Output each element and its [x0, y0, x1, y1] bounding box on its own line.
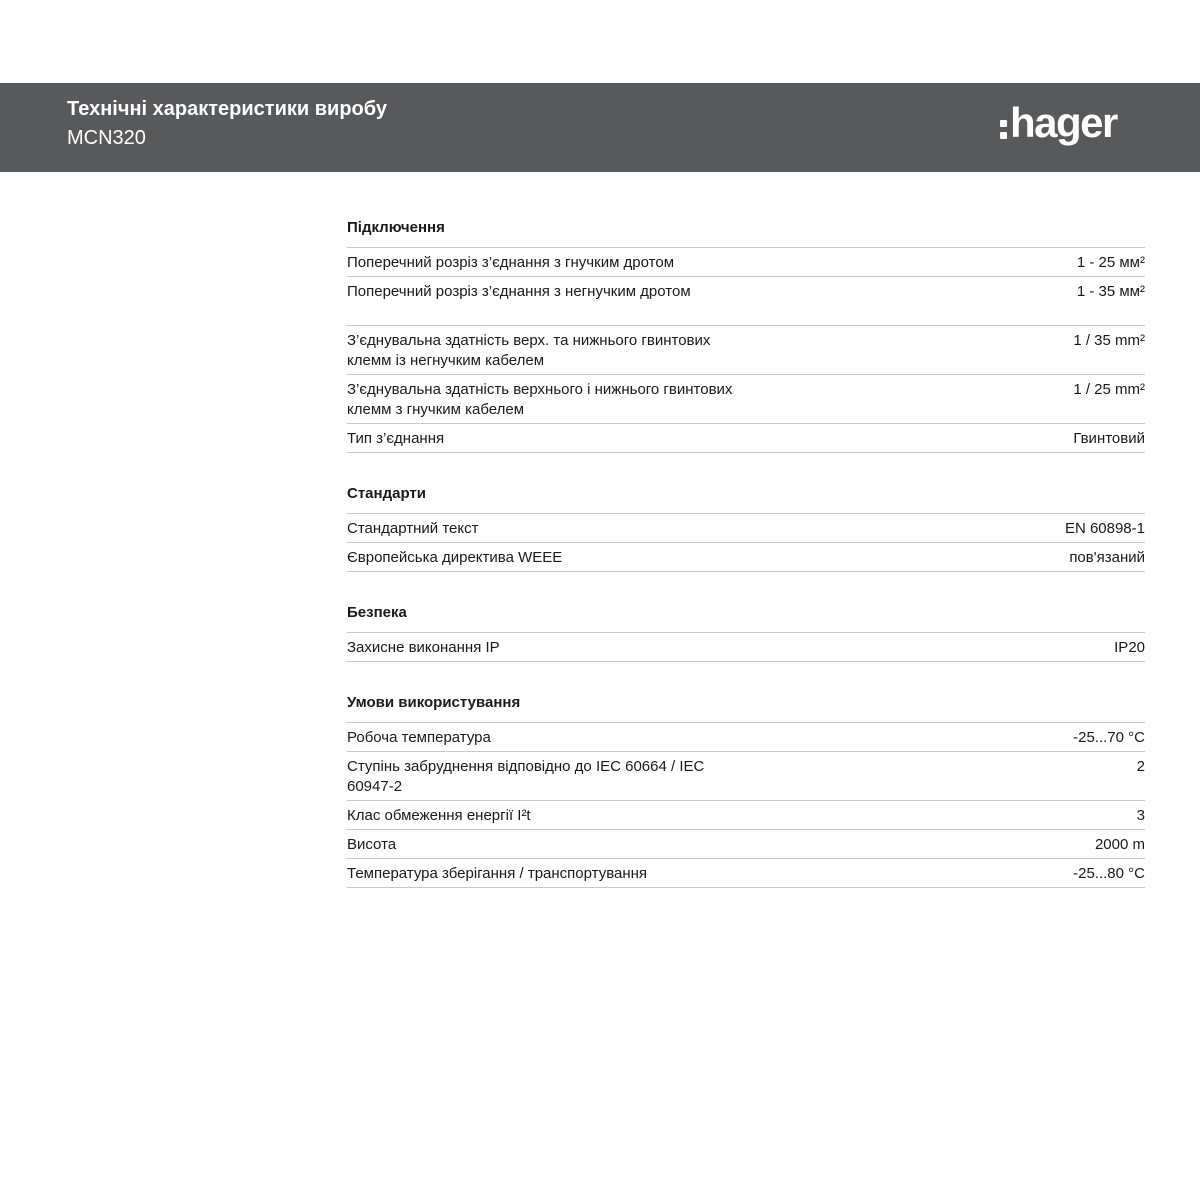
spec-label: Тип з’єднання	[347, 430, 445, 447]
spec-label: Європейська директива WEEE	[347, 549, 563, 566]
spec-row	[347, 633, 1145, 662]
product-code: MCN320	[67, 127, 146, 149]
spec-row	[347, 248, 1145, 277]
spec-label: Клас обмеження енергії I²t	[347, 807, 531, 824]
section-title: Умови використування	[347, 689, 1145, 723]
logo-wordmark: hager	[1010, 99, 1117, 146]
spec-content	[347, 214, 1145, 888]
spec-value: 3	[1136, 807, 1145, 824]
spec-value: -25...80 °C	[1073, 865, 1145, 882]
section-connection	[347, 214, 1145, 453]
spec-value: 1 - 35 мм²	[1076, 283, 1145, 300]
section-safety	[347, 599, 1145, 662]
spec-row	[347, 326, 1145, 375]
brand-logo	[998, 99, 1138, 150]
spec-row	[347, 543, 1145, 572]
spec-value: пов'язаний	[1069, 549, 1145, 566]
spec-label: З’єднувальна здатність верхнього і нижнього гвинтових клемм з гнучким кабелем	[347, 381, 733, 418]
spec-label: Поперечний розріз з’єднання з негнучким дротом	[347, 283, 691, 300]
spec-value: 1 / 35 mm²	[1073, 332, 1145, 349]
spec-label: Висота	[347, 836, 397, 853]
spec-value: -25...70 °C	[1073, 729, 1145, 746]
spec-value: 2	[1136, 758, 1145, 775]
spec-label: Робоча температура	[347, 729, 491, 746]
spec-value: 2000 m	[1094, 836, 1145, 853]
spec-value: 1 - 25 мм²	[1076, 254, 1145, 271]
spec-label: Ступінь забруднення відповідно до IEC 60664 / IEC 60947-2	[347, 758, 705, 795]
spec-row	[347, 424, 1145, 453]
spec-label: Поперечний розріз з’єднання з гнучким дротом	[347, 254, 675, 271]
spec-label: З’єднувальна здатність верх. та нижнього гвинтових клемм із негнучким кабелем	[347, 332, 711, 369]
spec-label: Захисне виконання IP	[347, 639, 500, 656]
spec-row	[347, 801, 1145, 830]
spec-value: Гвинтовий	[1073, 430, 1145, 447]
spec-value: 1 / 25 mm²	[1073, 381, 1145, 398]
spec-value: IP20	[1114, 639, 1145, 656]
spec-row	[347, 752, 1145, 801]
logo-dots-icon	[1000, 117, 1007, 141]
spec-row	[347, 277, 1145, 326]
section-title: Стандарти	[347, 480, 1145, 514]
section-title: Безпека	[347, 599, 1145, 633]
spec-row	[347, 723, 1145, 752]
spec-row	[347, 859, 1145, 888]
spec-row	[347, 514, 1145, 543]
spec-label: Стандартний текст	[347, 520, 479, 537]
spec-value: EN 60898-1	[1064, 520, 1145, 537]
spec-row	[347, 375, 1145, 424]
spec-label: Температура зберігання / транспортування	[347, 865, 648, 882]
document-title: Технічні характеристики виробу	[67, 98, 387, 120]
spec-row	[347, 830, 1145, 859]
section-operating-conditions	[347, 689, 1145, 888]
section-title: Підключення	[347, 214, 1145, 248]
section-standards	[347, 480, 1145, 572]
